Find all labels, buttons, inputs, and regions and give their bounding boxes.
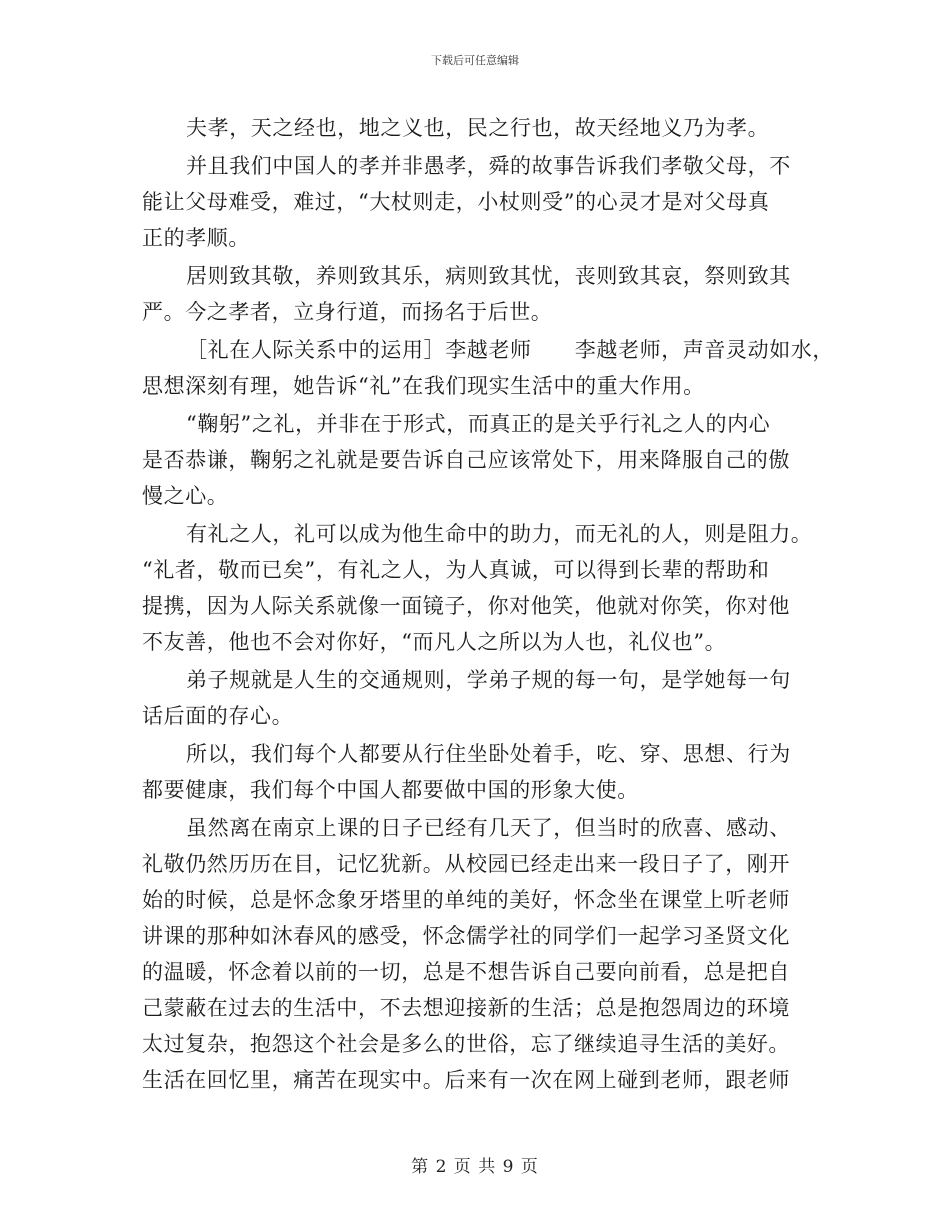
text-line: 能让父母难受，难过，“大杖则走，小杖则受”的心灵才是对父母真 <box>142 190 770 214</box>
paragraph <box>142 736 822 808</box>
document-body <box>142 110 834 1098</box>
page-header: 下载后可任意编辑 <box>431 54 519 67</box>
text-line: 生活在回忆里，痛苦在现实中。后来有一次在网上碰到老师，跟老师 <box>142 1068 790 1092</box>
text-line: 弟子规就是人生的交通规则，学弟子规的每一句，是学她每一句 <box>186 668 791 692</box>
text-line: 慢之心。 <box>142 484 229 508</box>
paragraph <box>142 406 822 514</box>
text-line: 所以，我们每个人都要从行住坐卧处着手，吃、穿、思想、行为 <box>186 742 791 766</box>
paragraph <box>142 516 822 660</box>
text-line: 并且我们中国人的孝并非愚孝，舜的故事告诉我们孝敬父母，不 <box>186 154 791 178</box>
text-line: 严。今之孝者，立身行道，而扬名于后世。 <box>142 300 553 324</box>
text-line: 礼敬仍然历历在目，记忆犹新。从校园已经走出来一段日子了，刚开 <box>142 852 790 876</box>
paragraph <box>142 662 822 734</box>
text-line: 话后面的存心。 <box>142 704 294 728</box>
text-line: 不友善，他也不会对你好，“而凡人之所以为人也，礼仪也”。 <box>142 630 727 654</box>
paragraph <box>142 810 822 1098</box>
text-line: 讲课的那种如沐春风的感受，怀念儒学社的同学们一起学习圣贤文化 <box>142 924 790 948</box>
text-line: “鞠躬”之礼，并非在于形式，而真正的是关乎行礼之人的内心 <box>186 412 771 436</box>
text-line: 始的时候，总是怀念象牙塔里的单纯的美好，怀念坐在课堂上听老师 <box>142 888 790 912</box>
paragraph <box>142 148 822 256</box>
text-line: 居则致其敬，养则致其乐，病则致其忧，丧则致其哀，祭则致其 <box>186 264 791 288</box>
text-line: “礼者，敬而已矣”，有礼之人，为人真诚，可以得到长辈的帮助和 <box>142 558 770 582</box>
text-line: 的温暖，怀念着以前的一切，总是不想告诉自己要向前看，总是把自 <box>142 960 790 984</box>
text-line: 正的孝顺。 <box>142 226 250 250</box>
text-line: 有礼之人，礼可以成为他生命中的助力，而无礼的人，则是阻力。 <box>186 522 813 546</box>
paragraph <box>142 258 822 330</box>
text-line: 都要健康，我们每个中国人都要做中国的形象大使。 <box>142 778 639 802</box>
paragraph <box>142 332 834 404</box>
text-line: ［礼在人际关系中的运用］李越老师 李越老师，声音灵动如水， <box>186 338 834 362</box>
text-line: 提携，因为人际关系就像一面镜子，你对他笑，他就对你笑，你对他 <box>142 594 790 618</box>
text-line: 思想深刻有理，她告诉“礼”在我们现实生活中的重大作用。 <box>142 374 705 398</box>
paragraph <box>142 110 822 146</box>
text-line: 夫孝，天之经也，地之义也，民之行也，故天经地义乃为孝。 <box>186 116 770 140</box>
text-line: 己蒙蔽在过去的生活中，不去想迎接新的生活；总是抱怨周边的环境 <box>142 996 790 1020</box>
text-line: 是否恭谦，鞠躬之礼就是要告诉自己应该常处下，用来降服自己的傲 <box>142 448 790 472</box>
page-footer: 第 2 页 共 9 页 <box>411 1157 539 1177</box>
text-line: 太过复杂，抱怨这个社会是多么的世俗，忘了继续追寻生活的美好。 <box>142 1032 790 1056</box>
text-line: 虽然离在南京上课的日子已经有几天了，但当时的欣喜、感动、 <box>186 816 791 840</box>
